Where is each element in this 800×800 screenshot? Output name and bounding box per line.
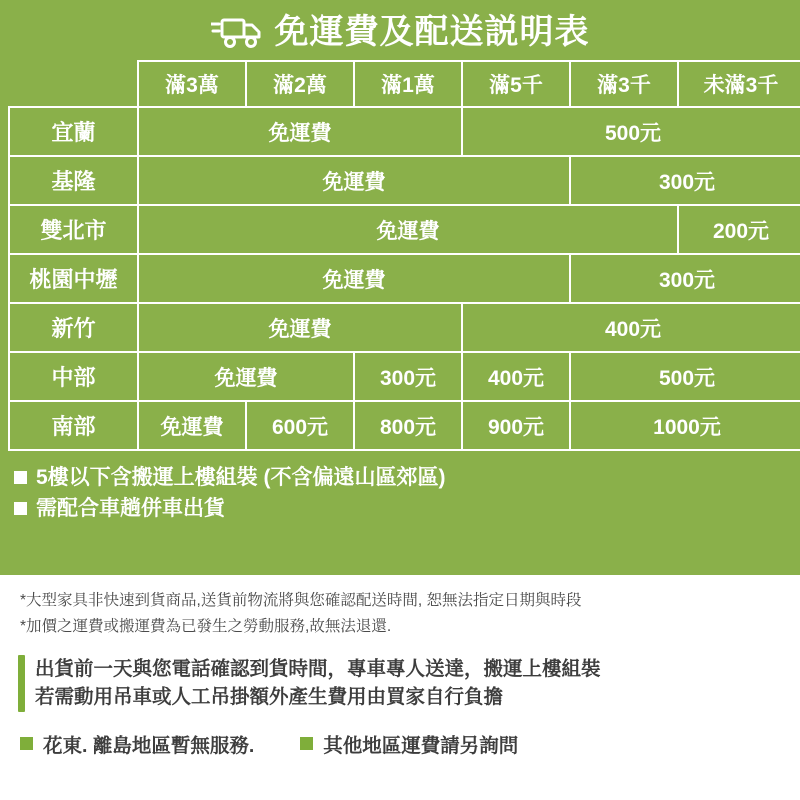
fee-cell: 免運費: [138, 352, 354, 401]
note-item: [14, 496, 786, 521]
fee-cell: 免運費: [138, 205, 678, 254]
row-header-region: 雙北市: [9, 205, 138, 254]
table-header: [9, 61, 800, 107]
table-row: [9, 303, 800, 352]
column-header-1: 滿3萬: [138, 61, 246, 107]
highlight-block: [18, 655, 782, 712]
fee-table-container: [0, 60, 800, 451]
vertical-accent-bar: [18, 655, 25, 712]
table-row: [9, 156, 800, 205]
fee-cell: 免運費: [138, 401, 246, 450]
fee-cell: 300元: [570, 156, 800, 205]
column-header-5: 滿3千: [570, 61, 678, 107]
fee-cell: 免運費: [138, 107, 462, 156]
row-header-region: 中部: [9, 352, 138, 401]
row-header-region: 桃園中壢: [9, 254, 138, 303]
table-corner-cell: [9, 61, 138, 107]
fine-print-line: *大型家具非快速到貨商品,送貨前物流將與您確認配送時間, 恕無法指定日期與時段: [20, 592, 582, 609]
fee-cell: 免運費: [138, 156, 570, 205]
column-header-3: 滿1萬: [354, 61, 462, 107]
bullet-square-icon: [20, 737, 33, 750]
fee-cell: 300元: [570, 254, 800, 303]
bottom-note-text: 其他地區運費請另詢問: [323, 734, 519, 757]
fee-cell: 900元: [462, 401, 570, 450]
row-header-region: 宜蘭: [9, 107, 138, 156]
note-item: [14, 465, 786, 490]
fee-cell: 1000元: [570, 401, 800, 450]
column-header-4: 滿5千: [462, 61, 570, 107]
table-row: [9, 352, 800, 401]
column-header-6: 未滿3千: [678, 61, 800, 107]
page-header: [0, 0, 800, 60]
note-text: 需配合車趟併車出貨: [36, 497, 225, 521]
shipping-fee-table: [8, 60, 800, 451]
fee-cell: 300元: [354, 352, 462, 401]
disclaimer-panel: [0, 575, 800, 800]
table-row: [9, 205, 800, 254]
note-text: 5樓以下含搬運上樓組裝 (不含偏遠山區郊區): [36, 466, 446, 489]
fee-cell: 400元: [462, 352, 570, 401]
table-row: [9, 401, 800, 450]
row-header-region: 基隆: [9, 156, 138, 205]
bullet-square-icon: [14, 471, 27, 484]
highlight-text: [35, 655, 601, 712]
fee-cell: 200元: [678, 205, 800, 254]
highlight-line: 出貨前一天與您電話確認到貨時間，專車專人送達，搬運上樓組裝: [35, 658, 601, 681]
table-body: [9, 107, 800, 450]
bullet-square-icon: [14, 502, 27, 515]
page-title: 免運費及配送説明表: [274, 13, 590, 51]
row-header-region: 新竹: [9, 303, 138, 352]
table-header-row: [9, 61, 800, 107]
truck-icon: [211, 13, 265, 51]
bullet-square-icon: [300, 737, 313, 750]
fine-print-line: *加價之運費或搬運費為已發生之勞動服務,故無法退還.: [20, 618, 392, 636]
highlight-line: 若需動用吊車或人工吊掛額外產生費用由買家自行負擔: [35, 686, 504, 709]
fee-cell: 免運費: [138, 254, 570, 303]
table-row: [9, 254, 800, 303]
fee-cell: 800元: [354, 401, 462, 450]
fee-cell: 500元: [570, 352, 800, 401]
row-header-region: 南部: [9, 401, 138, 450]
notes-list: [0, 451, 800, 521]
column-header-2: 滿2萬: [246, 61, 354, 107]
fee-cell: 500元: [462, 107, 800, 156]
fee-cell: 400元: [462, 303, 800, 352]
fee-cell: 免運費: [138, 303, 462, 352]
bottom-notes-row: [18, 730, 782, 758]
fee-cell: 600元: [246, 401, 354, 450]
table-row: [9, 107, 800, 156]
bottom-note-text: 花東. 離島地區暫無服務.: [43, 734, 255, 757]
